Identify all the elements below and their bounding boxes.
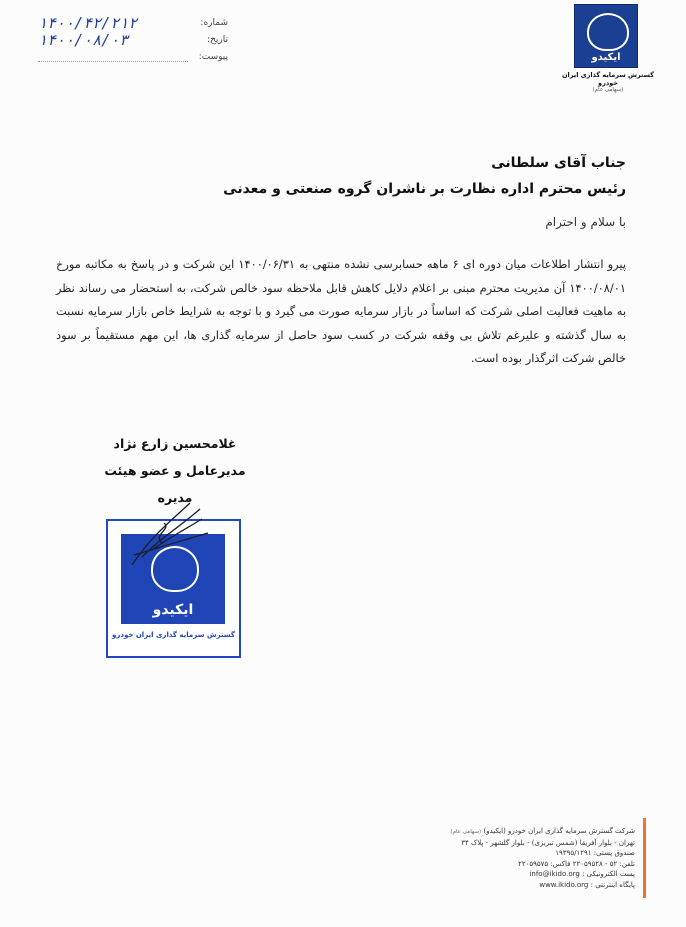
footer-email-label: پست الکترونیکی : (582, 870, 635, 879)
date-value: ۱۴۰۰/۰۸/۰۳ (38, 30, 129, 49)
number-value: ۱۴۰۰/۴۲/۲۱۲ (38, 13, 138, 32)
attachment-line (38, 51, 188, 62)
attachment-row (38, 48, 228, 65)
handwritten-signature (112, 495, 222, 570)
signatory-name: غلامحسین زارع نژاد (113, 436, 237, 451)
date-label: تاریخ: (207, 34, 228, 45)
footer-accent-bar (643, 818, 646, 898)
footer-web: www.ikido.org (539, 880, 589, 889)
footer-company: شرکت گسترش سرمایه گذاری ایران خودرو (ایکیدو) (سهامی عام) (450, 827, 635, 835)
addressee (106, 150, 626, 202)
addressee-name: جناب آقای سلطانی (491, 155, 626, 171)
letter-meta (38, 14, 228, 65)
footer-web-label: پایگاه اینترنتی : (590, 880, 635, 889)
signatory-role: مدیرعامل و عضو هیئت مدیره (104, 463, 246, 505)
date-row (38, 31, 228, 48)
logo-company-line: گسترش سرمایه گذاری ایران خودرو (561, 71, 655, 87)
number-label: شماره: (200, 17, 228, 28)
footer-phones: تلفن: ۵۲ - ۲۲۰۵۹۵۲۸ فاکس: ۲۲۰۵۹۵۷۵ (518, 859, 635, 868)
letter-body: پیرو انتشار اطلاعات میان دوره ای ۶ ماهه حسابرسی نشده منتهی به ۱۴۰۰/۰۶/۳۱ این شرکت و در پاسخ به مکاتبه مورخ ۱۴۰۰/۰۸/۰۱ آن مدیریت محترم مبنی بر اعلام دلایل کاهش قابل ملاحظه سود خالص شرکت، به استحضار می رساند نظر به ماهیت فعالیت اصلی شرکت که اساساً در بازار سرمایه صورت می گیرد و با توجه به شرایط خاص بازار سرمایه نسبت به سال گذشته و علیرغم تلاش بی وقفه شرکت در کسب سود حاصل از سرمایه گذاری ها، این مهم مستقیماً بر سود خالص شرکت اثرگذار بوده است. (56, 257, 626, 365)
number-row (38, 14, 228, 31)
footer-email: info@ikido.org (529, 870, 580, 879)
company-logo (558, 4, 658, 93)
horse-shield-icon (587, 13, 629, 51)
footer-company-note: (سهامی عام) (450, 829, 482, 835)
stamp-wordmark: ایکیدو (152, 602, 194, 618)
logo-company-note: (سهامی عام) (592, 87, 624, 93)
footer-web-row (430, 880, 635, 891)
footer-postal: صندوق پستی: ۱۹۳۹۵/۱۲۹۱ (555, 849, 635, 858)
footer-address: تهران - بلوار آفریقا (شمس تبریزی) - بلوار گلشهر - پلاک ۳۴ (461, 838, 635, 847)
stamp-company-line: گسترش سرمایه گذاری ایران خودرو (111, 631, 235, 639)
logo-emblem (574, 4, 638, 68)
footer-email-row (430, 869, 635, 880)
footer-contact (430, 826, 635, 891)
attachment-label: پیوست: (198, 51, 228, 62)
addressee-title: رئیس محترم اداره نظارت بر ناشران گروه صنعتی و معدنی (223, 181, 626, 197)
logo-wordmark: ایکیدو (591, 52, 621, 63)
greeting: با سلام و احترام (545, 215, 626, 229)
